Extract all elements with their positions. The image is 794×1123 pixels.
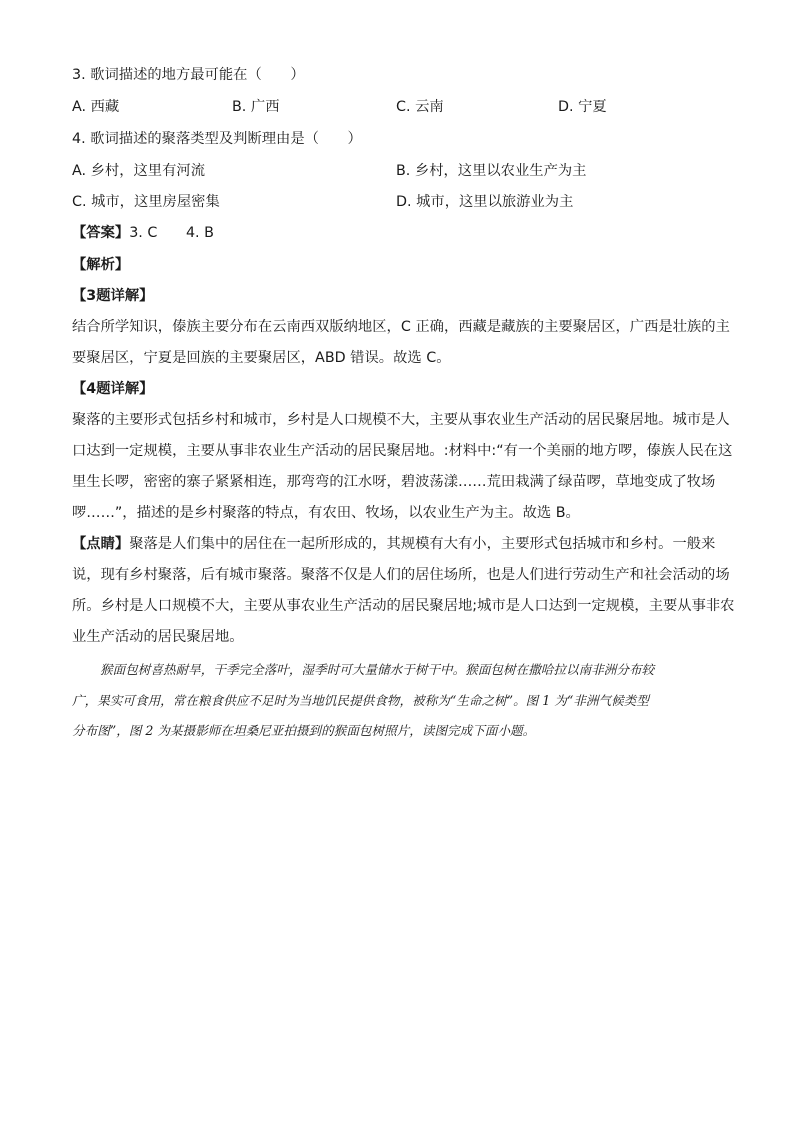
q4-detail-heading: 【4题详解】: [72, 381, 154, 397]
q3-option-d: D. 宁夏: [558, 99, 607, 115]
q3-option-b: B. 广西: [232, 99, 280, 115]
q3-option-a: A. 西藏: [72, 99, 120, 115]
answer-line: [72, 224, 214, 242]
analysis-tag: 【解析】: [72, 257, 130, 273]
tips-tag: 【点睛】: [72, 536, 130, 552]
q4-detail-line: 里生长啰，密密的寨子紧紧相连，那弯弯的江水呀，碧波荡漾……荒田栽满了绿苗啰，草地变成了牧场: [72, 474, 716, 490]
q4-detail-line: 聚落的主要形式包括乡村和城市，乡村是人口规模不大，主要从事农业生产活动的居民聚居地。城市是人: [72, 412, 730, 428]
q4-detail-line: 啰……”，描述的是乡村聚落的特点，有农田、牧场，以农业生产为主。故选 B。: [72, 505, 580, 521]
tips-line: 所。乡村是人口规模不大，主要从事农业生产活动的居民聚居地;城市是人口达到一定规模，主要从事非农: [72, 598, 735, 614]
q3-detail-line: 要聚居区，宁夏是回族的主要聚居区，ABD 错误。故选 C。: [72, 350, 451, 366]
answer-text: 3. C 4. B: [129, 225, 214, 241]
q4-detail-line: 口达到一定规模，主要从事非农业生产活动的居民聚居地。:材料中:“有一个美丽的地方啰，傣族人民在这: [72, 443, 733, 459]
q4-option-c: C. 城市，这里房屋密集: [72, 194, 220, 210]
q4-option-a: A. 乡村，这里有河流: [72, 163, 205, 179]
tips-line: 【点睛】聚落是人们集中的居住在一起所形成的，其规模有大有小，主要形式包括城市和乡村。一般来: [72, 536, 716, 552]
tips-line: 说，现有乡村聚落，后有城市聚落。聚落不仅是人们的居住场所，也是人们进行劳动生产和社会活动的场: [72, 567, 730, 583]
q4-option-b: B. 乡村，这里以农业生产为主: [396, 163, 587, 179]
q4-detail-body: [72, 405, 733, 529]
question-4-stem: 4. 歌词描述的聚落类型及判断理由是（ ）: [72, 131, 362, 147]
material-paragraph: [72, 655, 730, 747]
q3-detail-body: [72, 312, 730, 374]
q3-option-c: C. 云南: [396, 99, 444, 115]
question-3-stem: 3. 歌词描述的地方最可能在（ ）: [72, 67, 305, 83]
material-line: 广，果实可食用，常在粮食供应不足时为当地饥民提供食物，被称为“生命之树”。图 1 为“非洲气候类型: [72, 692, 649, 708]
q3-detail-heading: 【3题详解】: [72, 288, 154, 304]
material-line: 猴面包树喜热耐旱，干季完全落叶，湿季时可大量储水于树干中。猴面包树在撒哈拉以南非洲分布较: [100, 662, 655, 677]
q3-detail-line: 结合所学知识，傣族主要分布在云南西双版纳地区，C 正确，西藏是藏族的主要聚居区，广西是壮族的主: [72, 319, 730, 335]
tips-body: [72, 529, 735, 653]
answer-tag: 【答案】: [72, 225, 130, 241]
material-line: 分布图”，图 2 为某摄影师在坦桑尼亚拍摄到的猴面包树照片，读图完成下面小题。: [72, 723, 536, 738]
q4-option-d: D. 城市，这里以旅游业为主: [396, 194, 574, 210]
tips-line: 业生产活动的居民聚居地。: [72, 629, 244, 645]
